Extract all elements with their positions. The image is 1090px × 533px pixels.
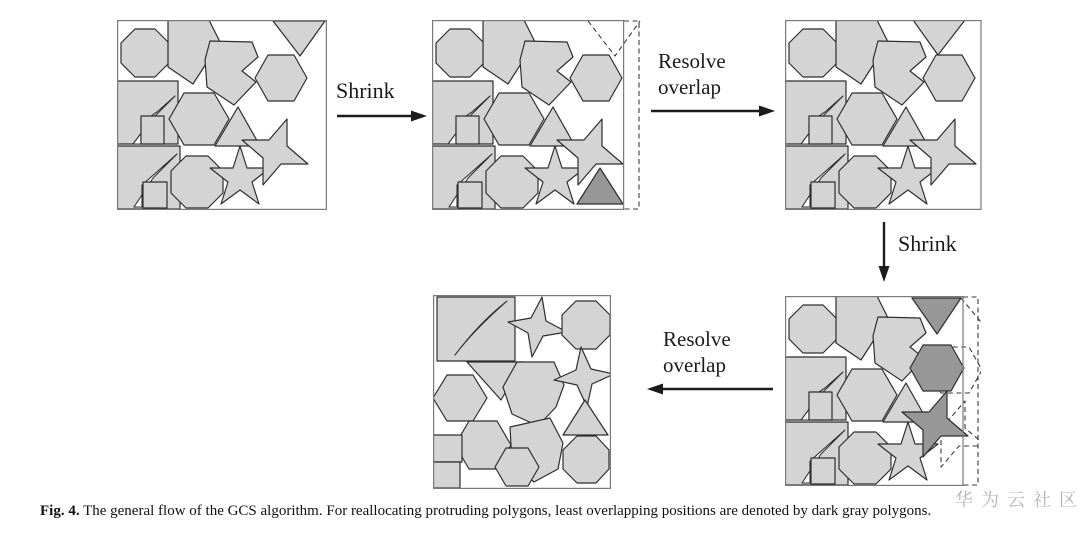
shrink-step-1 bbox=[336, 78, 428, 129]
panel-after-second-shrink bbox=[785, 296, 981, 486]
polygon-e8 bbox=[554, 347, 611, 407]
polygon-a12 bbox=[458, 182, 482, 208]
polygon-e6 bbox=[433, 375, 487, 421]
watermark-text: 华为云社区 bbox=[955, 490, 1085, 511]
polygon-a7 bbox=[141, 116, 164, 144]
resolve-label-2-line1: Resolve bbox=[663, 327, 731, 351]
figure-caption-text: The general flow of the GCS algorithm. For reallocating protruding polygons, least overlapping positions are denoted by dark gray polygons. bbox=[83, 503, 932, 519]
polygon-a1 bbox=[436, 29, 484, 77]
polygon-a7 bbox=[809, 392, 832, 420]
polygon-a3 bbox=[273, 21, 325, 56]
resolve-label-1-line2: overlap bbox=[658, 75, 721, 99]
arrow-right-icon bbox=[336, 108, 428, 124]
polygon-a12 bbox=[811, 182, 835, 208]
polygon-e9 bbox=[563, 400, 608, 435]
polygon-a1 bbox=[121, 29, 169, 77]
polygon-e3 bbox=[508, 297, 567, 357]
shrink-label-1: Shrink bbox=[336, 78, 395, 103]
polygon-ghostV bbox=[588, 21, 640, 56]
polygon-a13 bbox=[839, 432, 891, 484]
polygon-dkHex bbox=[910, 345, 964, 391]
polygon-a1 bbox=[789, 305, 837, 353]
arrow-right-icon bbox=[650, 103, 776, 119]
polygon-a12 bbox=[143, 182, 167, 208]
polygon-a7 bbox=[456, 116, 479, 144]
polygon-a13 bbox=[486, 156, 538, 208]
arrow-down-icon bbox=[876, 221, 892, 283]
previous-boundary-dashed bbox=[963, 297, 978, 485]
polygon-e14 bbox=[563, 436, 609, 483]
polygon-a5 bbox=[923, 55, 975, 101]
polygon-a7 bbox=[809, 116, 832, 144]
previous-boundary-dashed bbox=[624, 21, 639, 209]
polygon-a13 bbox=[839, 156, 891, 208]
panel-after-resolve-overlap bbox=[785, 20, 982, 210]
polygon-a1 bbox=[789, 29, 837, 77]
polygon-a12 bbox=[811, 458, 835, 484]
panel-final-layout bbox=[433, 295, 611, 489]
panel-after-shrink bbox=[432, 20, 642, 210]
shrink-label-2: Shrink bbox=[898, 231, 957, 256]
figure-caption-label: Fig. 4. bbox=[40, 503, 80, 519]
polygon-e4 bbox=[562, 301, 610, 349]
polygon-a13 bbox=[171, 156, 223, 208]
figure-caption bbox=[40, 503, 1085, 520]
resolve-overlap-step-1 bbox=[650, 48, 776, 124]
polygon-e12 bbox=[433, 462, 460, 488]
polygon-a5 bbox=[255, 55, 307, 101]
resolve-label-2-line2: overlap bbox=[663, 353, 726, 377]
polygon-a5 bbox=[570, 55, 622, 101]
polygon-e7 bbox=[503, 362, 564, 426]
resolve-overlap-step-2 bbox=[646, 326, 774, 402]
panel-initial-layout bbox=[117, 20, 327, 210]
resolve-label-1-line1: Resolve bbox=[658, 49, 726, 73]
polygon-e11 bbox=[433, 435, 462, 462]
arrow-left-icon bbox=[646, 381, 774, 397]
